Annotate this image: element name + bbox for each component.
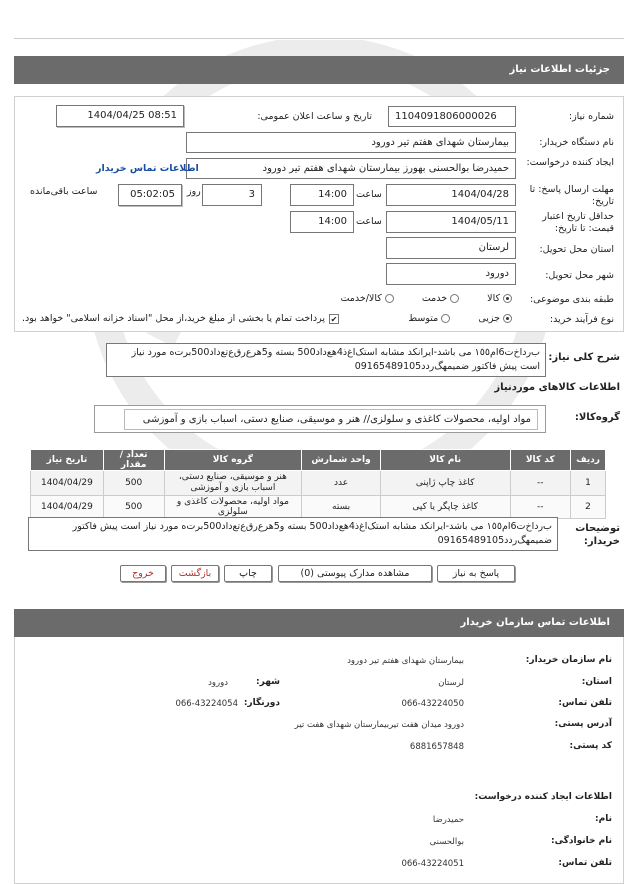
need-number-label: شماره نیاز: <box>568 111 614 122</box>
col-group: گروه کالا <box>164 450 302 471</box>
buyer-label: نام دستگاه خریدار: <box>539 137 614 148</box>
goods-section-title: اطلاعات کالاهای موردنیاز <box>494 382 620 393</box>
province-field: لرستان <box>386 237 516 259</box>
back-button[interactable]: بازگشت <box>171 565 219 582</box>
category-option-service[interactable]: خدمت <box>422 293 459 304</box>
radio-selected-icon <box>503 294 512 303</box>
creator-last-name-value: بوالحسنی <box>429 837 464 847</box>
contact-city-label: شهر: <box>256 677 280 687</box>
process-option-minor[interactable]: جزیی <box>478 313 512 324</box>
col-date: تاریخ نیاز <box>31 450 104 471</box>
creator-last-name-label: نام خانوادگی: <box>550 836 612 846</box>
city-label: شهر محل تحویل: <box>545 270 614 281</box>
contact-fax-label: دورنگار: <box>243 698 280 708</box>
print-button[interactable]: چاپ <box>224 565 272 582</box>
need-number-field: 1104091806000026 <box>388 106 516 127</box>
cell-code: -- <box>510 496 571 519</box>
table-row <box>31 496 606 519</box>
col-qty: تعداد / مقدار <box>103 450 164 471</box>
goods-table <box>30 449 606 519</box>
contact-postal-label: کد پستی: <box>569 741 612 751</box>
contact-phone-label: تلفن تماس: <box>558 698 612 708</box>
announce-label: تاریخ و ساعت اعلان عمومی: <box>257 111 372 122</box>
cell-code: -- <box>510 471 571 496</box>
reply-date-field: 1404/04/28 <box>386 184 516 206</box>
exit-button[interactable]: خروج <box>120 565 166 582</box>
contact-address-label: آدرس پستی: <box>554 719 612 729</box>
reply-time-label: ساعت <box>356 189 382 200</box>
contact-header <box>14 609 624 637</box>
cell-qty: 500 <box>103 496 164 519</box>
checkbox-checked-icon[interactable]: ✔ <box>330 314 338 324</box>
contact-panel <box>14 637 624 884</box>
province-label: استان محل تحویل: <box>539 244 614 255</box>
creator-field: حمیدرضا بوالحسنی بهورز بیمارستان شهدای هفتم تیر دورود <box>186 158 516 179</box>
cell-unit: بسته <box>302 496 381 519</box>
goods-group-label: گروه‌کالا: <box>574 412 620 423</box>
radio-icon <box>450 294 459 303</box>
table-row <box>31 471 606 496</box>
contact-province-label: استان: <box>581 677 612 687</box>
category-label: طبقه بندی موضوعی: <box>529 294 614 305</box>
reply-deadline-label: مهلت ارسال پاسخ: تا تاریخ: <box>529 184 614 207</box>
radio-icon <box>441 314 450 323</box>
creator-section-title: اطلاعات ایجاد کننده درخواست: <box>474 792 612 802</box>
category-option-both[interactable]: کالا/خدمت <box>340 293 393 304</box>
contact-phone-value: 066-43224050 <box>401 699 464 709</box>
contact-province-value: لرستان <box>438 678 464 688</box>
contact-fax-value: 066-43224054 <box>175 699 238 709</box>
validity-date-field: 1404/05/11 <box>386 211 516 233</box>
validity-label: حداقل تاریخ اعتبار قیمت: تا تاریخ: <box>542 211 614 234</box>
page-title: جزئیات اطلاعات نیاز <box>509 64 610 75</box>
process-label: نوع فرآیند خرید: <box>549 314 614 325</box>
col-row: ردیف <box>571 450 606 471</box>
contact-org-label: نام سازمان خریدار: <box>525 655 612 665</box>
creator-label: ایجاد کننده درخواست: <box>526 157 614 168</box>
cell-name: کاغذ چاپگر یا کپی <box>380 496 510 519</box>
attachments-button[interactable]: مشاهده مدارک پیوستی (0) <box>278 565 432 582</box>
category-option-goods[interactable]: کالا <box>487 293 512 304</box>
cell-date: 1404/04/29 <box>31 496 104 519</box>
buyer-notes-box <box>28 517 558 551</box>
cell-date: 1404/04/29 <box>31 471 104 496</box>
summary-text: ب‌رداخ‌ت6ام١٥٥ می باشد-ایرانکد مشابه استک‌اغ‌ذ4هع‌داد500 بسته و5هرع‌رق‌ع‌تع‌داد500برت‌ه مورد نیاز است پیش فاکتور ضمیمهگ‌ردد09165489105 <box>131 347 540 372</box>
col-name: نام کالا <box>380 450 510 471</box>
buyer-notes-text: ب‌رداخ‌ت6ام١٥٥ می باشد-ایرانکد مشابه استک‌اغ‌ذ4هع‌داد500 بسته و5هرع‌رق‌ع‌تع‌داد500برت‌ه مورد نیاز است پیش فاکتور ضمیمهگ‌ردد09165489105 <box>72 521 552 546</box>
contact-link[interactable]: اطلاعات تماس خریدار <box>96 163 199 174</box>
cell-unit: عدد <box>302 471 381 496</box>
summary-box <box>106 343 546 377</box>
goods-table-header <box>31 450 606 471</box>
cell-qty: 500 <box>103 471 164 496</box>
creator-phone-label: تلفن تماس: <box>558 858 612 868</box>
announce-field: 1404/04/25 08:51 <box>56 105 184 127</box>
cell-group: مواد اولیه، محصولات کاغذی و سلولزی <box>164 496 302 519</box>
radio-selected-icon <box>503 314 512 323</box>
creator-phone-value: 066-43224051 <box>401 859 464 869</box>
process-option-medium[interactable]: متوسط <box>408 313 450 324</box>
day-label: روز <box>187 186 201 197</box>
buyer-notes-label: توضیحات خریدار: <box>575 523 620 547</box>
contact-postal-value: 6881657848 <box>409 742 464 752</box>
contact-address-value: دورود میدان هفت تیربیمارستان شهدای هفت تیر <box>294 720 464 730</box>
radio-icon <box>385 294 394 303</box>
remaining-time-label: ساعت باقی‌مانده <box>30 186 98 197</box>
day-count-field: 3 <box>202 184 262 206</box>
creator-first-name-value: حمیدرضا <box>432 815 464 825</box>
cell-row: 1 <box>571 471 606 496</box>
validity-time-field: 14:00 <box>290 211 354 233</box>
process-radio-group <box>408 313 512 324</box>
buyer-field: بیمارستان شهدای هفتم تیر دورود <box>186 132 516 153</box>
creator-first-name-label: نام: <box>595 814 612 824</box>
contact-org-value: بیمارستان شهدای هفتم تیر دورود <box>347 656 464 666</box>
cell-name: کاغذ چاپ ژاپنی <box>380 471 510 496</box>
cell-row: 2 <box>571 496 606 519</box>
col-code: کد کالا <box>510 450 571 471</box>
remaining-time-field: 05:02:05 <box>118 184 182 206</box>
reply-button[interactable]: پاسخ به نیاز <box>437 565 515 582</box>
contact-city-value: دورود <box>208 678 228 688</box>
summary-label: شرح کلی نیاز: <box>548 352 620 363</box>
col-unit: واحد شمارش <box>302 450 381 471</box>
page-header <box>14 56 624 84</box>
validity-time-label: ساعت <box>356 216 382 227</box>
category-radio-group <box>340 293 512 304</box>
payment-note: ✔پرداخت تمام یا بخشی از مبلغ خرید،از محل "اسناد خزانه اسلامی" خواهد بود. <box>22 313 338 324</box>
goods-group-field: مواد اولیه، محصولات کاغذی و سلولزی// هنر و موسیقی، صنایع دستی، اسباب بازی و آموزشی <box>124 409 538 430</box>
cell-group: هنر و موسیقی، صنایع دستی، اسباب بازی و آموزشی <box>164 471 302 496</box>
contact-title: اطلاعات تماس سازمان خریدار <box>460 617 610 628</box>
reply-time-field: 14:00 <box>290 184 354 206</box>
top-divider <box>14 38 624 39</box>
city-field: دورود <box>386 263 516 285</box>
